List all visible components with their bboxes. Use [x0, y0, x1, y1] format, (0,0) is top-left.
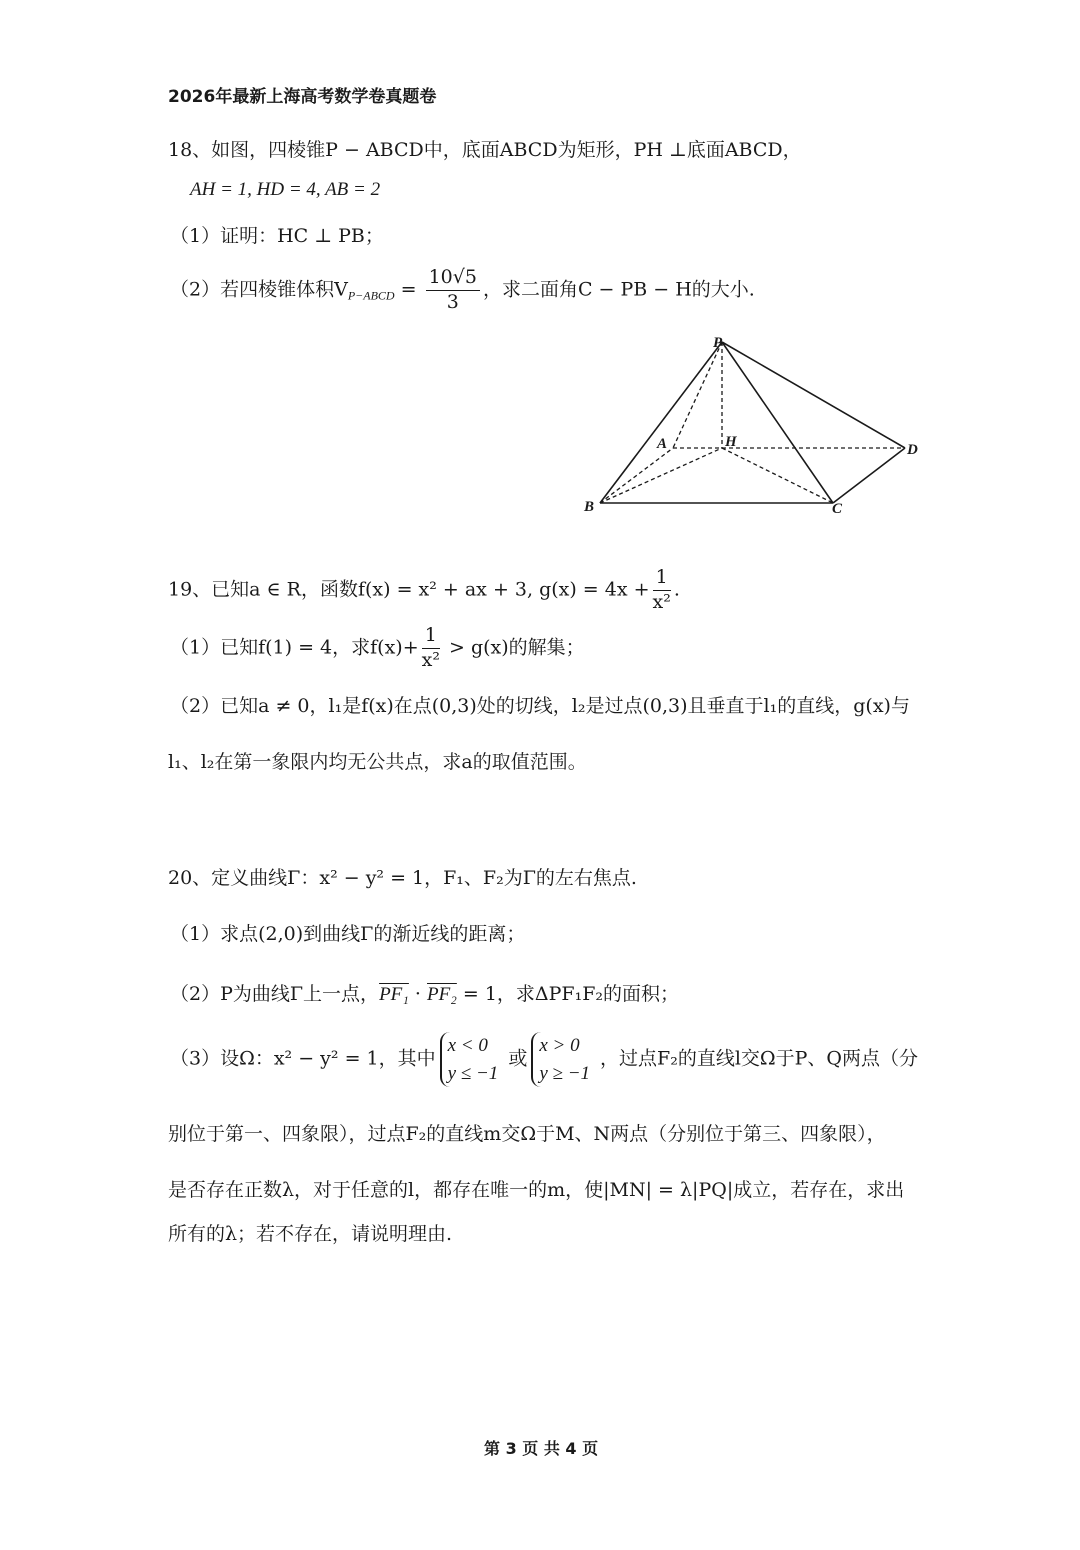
volume-fraction: $\frac{10√5}{3}$ — [426, 266, 480, 315]
label-b: B — [584, 499, 595, 515]
condition-system-2: x > 0 y ≥ −1 — [531, 1032, 596, 1087]
q20-part3-line3: 是否存在正数λ，对于任意的l，都存在唯一的m，使|MN| = λ|PQ|成立，若存在，求出 — [168, 1179, 905, 1201]
edge-pb — [600, 342, 722, 503]
q19-part1: （1）已知f(1) = 4，求f(x)+ $\frac{1}{\text{x²}}$ > g(x)的解集； — [170, 624, 585, 671]
q19-part2-line1: （2）已知a ≠ 0，l₁是f(x)在点(0,3)处的切线，l₂是过点(0,3)且垂直于l₁的直线，g(x)与 — [170, 695, 910, 717]
q20-stem: 20、定义曲线Γ：x² − y² = 1，F₁、F₂为Γ的左右焦点. — [168, 867, 637, 889]
q18-stem-line1: 18、如图，四棱锥P − ABCD中，底面ABCD为矩形，PH ⊥底面ABCD， — [168, 139, 802, 161]
label-d: D — [907, 442, 918, 458]
q18-stem-line2: AH = 1, HD = 4, AB = 2 — [190, 179, 381, 200]
edge-hc — [722, 448, 833, 503]
label-h: H — [725, 434, 737, 450]
q20-part3-line2: 别位于第一、四象限），过点F₂的直线m交Ω于M、N两点（分别位于第三、四象限）， — [168, 1123, 886, 1145]
label-c: C — [832, 501, 843, 517]
label-a: A — [657, 436, 668, 452]
page-footer: 第 3 页 共 4 页 — [484, 1439, 599, 1458]
q20-part1: （1）求点(2,0)到曲线Γ的渐近线的距离； — [170, 923, 526, 945]
edge-bh — [600, 448, 722, 503]
edge-pa — [673, 342, 722, 448]
edge-pd — [722, 342, 905, 448]
q20-part3-line4: 所有的λ；若不存在，请说明理由. — [168, 1223, 453, 1245]
q20-part2: （2）P为曲线Γ上一点，PF₁ · PF₂ = 1，求ΔPF₁F₂的面积； — [170, 983, 680, 1005]
q19-part1-fraction: $\frac{1}{\text{x²}}$ — [421, 624, 440, 671]
q18-part2: （2）若四棱锥体积$V_{P-ABCD}$ = $\frac{10√5}{3}$ ，求二面角C − PB − H的大小. — [170, 266, 755, 313]
pyramid-figure — [575, 330, 935, 520]
q20-part3: （3）设Ω：x² − y² = 1，其中 x < 0 y ≤ −1 或 x > 0 y ≥ −1 ，过点F₂的直线l交Ω于P、Q两点（分 — [170, 1032, 918, 1087]
edge-ab — [600, 448, 673, 503]
q19-part2-line2: l₁、l₂在第一象限内均无公共点，求a的取值范围。 — [168, 751, 587, 773]
edge-cd — [833, 448, 905, 503]
page-header: 2026年最新上海高考数学卷真题卷 — [168, 87, 437, 107]
q19-stem: 19、已知a ∈ R，函数f(x) = x² + ax + 3, g(x) = 4x + $\frac{1}{\text{x²}}$ . — [168, 566, 680, 613]
edge-pc — [722, 342, 833, 503]
label-p: P — [713, 335, 723, 351]
condition-system-1: x < 0 y ≤ −1 — [440, 1032, 505, 1087]
q18-part1: （1）证明：HC ⊥ PB； — [170, 225, 384, 247]
q19-fraction: $\frac{1}{\text{x²}}$ — [652, 566, 671, 613]
